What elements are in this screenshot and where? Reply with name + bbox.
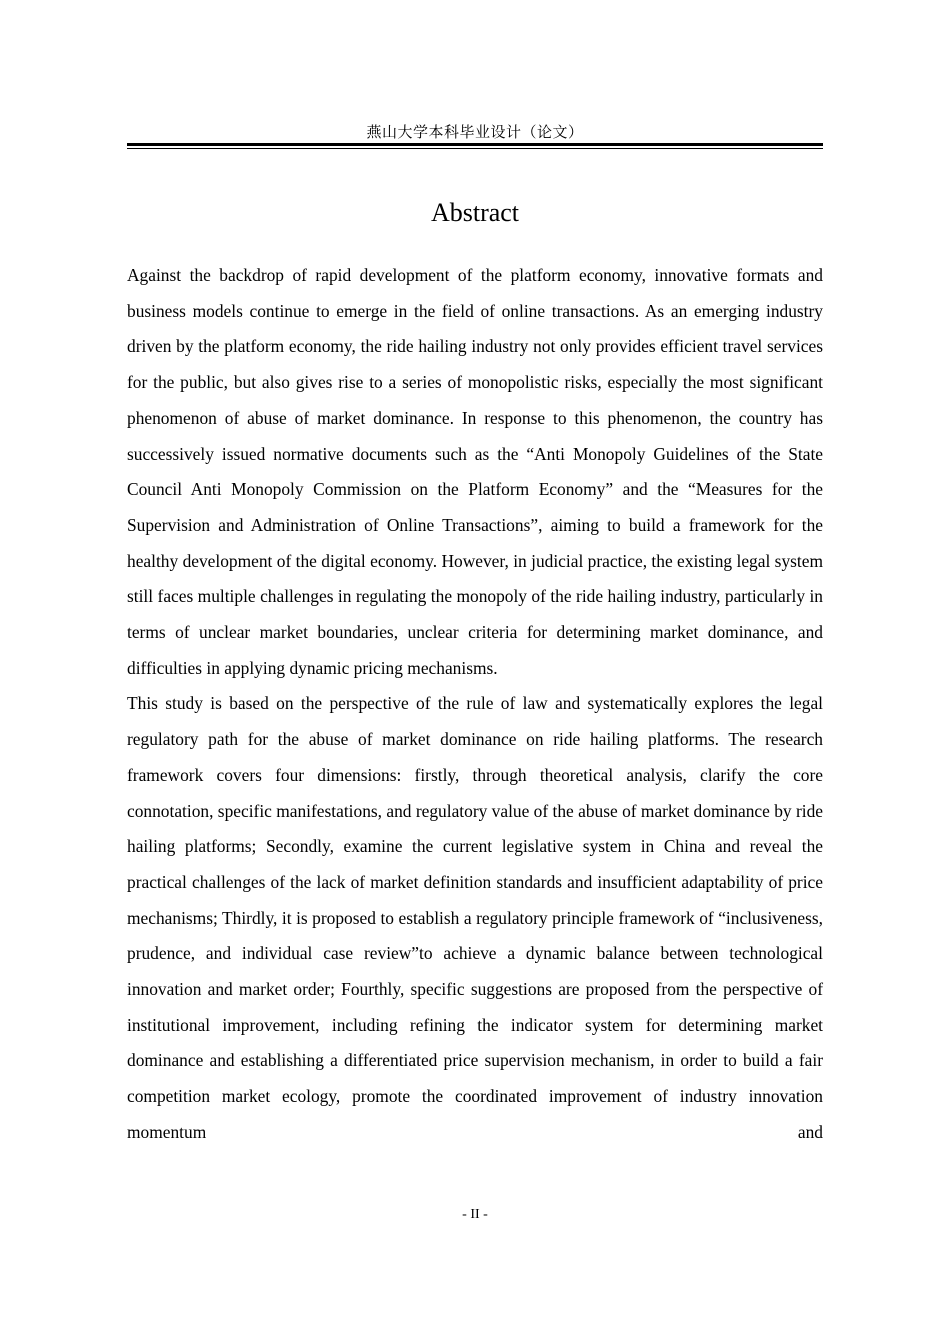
- abstract-paragraph-1: Against the backdrop of rapid development of the platform economy, innovative formats and business models continue to emerge in the field of online transactions. As an emerging industry driven by the platform economy, the ride hailing industry not only provides efficient travel services for the public, but also gives rise to a series of monopolistic risks, especially the most significant phenomenon of abuse of market dominance. In response to this phenomenon, the country has successively issued normative documents such as the “Anti Monopoly Guidelines of the State Council Anti Monopoly Commission on the Platform Economy” and the “Measures for the Supervision and Administration of Online Transactions”, aiming to build a framework for the healthy development of the digital economy. However, in judicial practice, the existing legal system still faces multiple challenges in regulating the monopoly of the ride hailing industry, particularly in terms of unclear market boundaries, unclear criteria for determining market dominance, and difficulties in applying dynamic pricing mechanisms.: [127, 265, 823, 678]
- abstract-paragraph-2: This study is based on the perspective of the rule of law and systematically explores the legal regulatory path for the abuse of market dominance on ride hailing platforms. The research framework covers four dimensions: firstly, through theoretical analysis, clarify the core connotation, specific manifestations, and regulatory value of the abuse of market dominance by ride hailing platforms; Secondly, examine the current legislative system in China and reveal the practical challenges of the lack of market definition standards and insufficient adaptability of price mechanisms; Thirdly, it is proposed to establish a regulatory principle framework of “inclusiveness, prudence, and individual case review”to achieve a dynamic balance between technological innovation and market order; Fourthly, specific suggestions are proposed from the perspective of institutional improvement, including refining the indicator system for determining market dominance and establishing a differentiated price supervision mechanism, in order to build a fair competition market ecology, promote the coordinated improvement of industry innovation momentum and: [127, 693, 823, 1142]
- header-rule-thin: [127, 148, 823, 149]
- header-rule-thick: [127, 143, 823, 146]
- running-header: 燕山大学本科毕业设计（论文）: [366, 123, 584, 141]
- page-title: Abstract: [430, 198, 520, 227]
- abstract-body: [127, 258, 823, 1151]
- page-number: - II -: [462, 1207, 488, 1222]
